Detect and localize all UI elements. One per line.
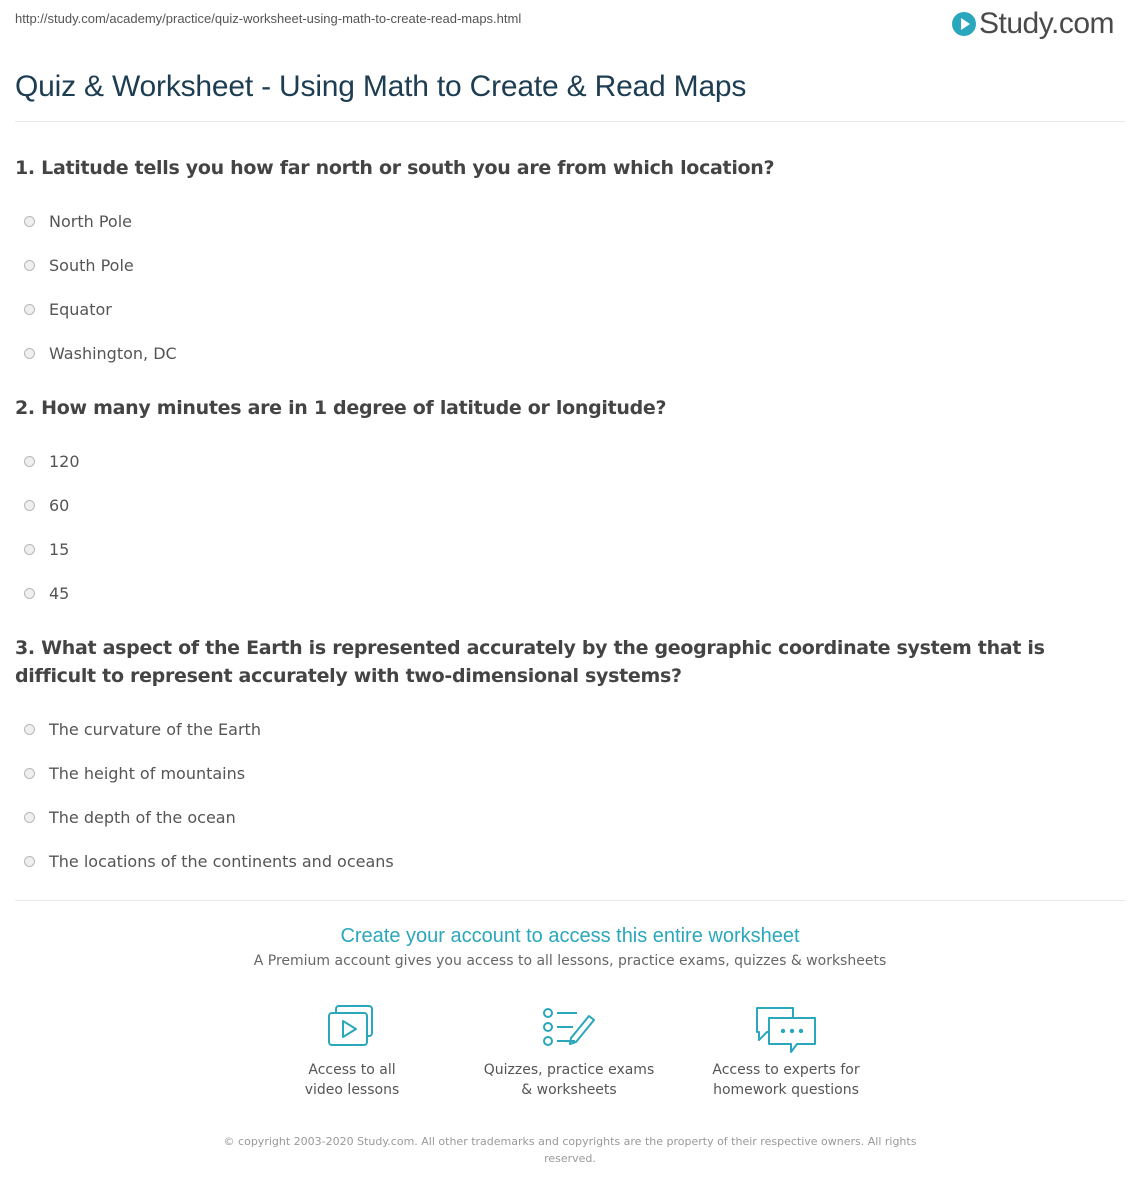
page-title: Quiz & Worksheet - Using Math to Create & Read Maps (15, 70, 747, 103)
feature-label: Access to experts for homework questions (712, 1062, 860, 1098)
cta-heading[interactable]: Create your account to access this entire worksheet (340, 925, 800, 947)
radio-button[interactable] (24, 348, 35, 359)
cta-subheading: A Premium account gives you access to all lessons, practice exams, quizzes & worksheets (253, 953, 887, 969)
answer-list (15, 202, 1115, 378)
answer-option[interactable] (15, 486, 1115, 530)
feature-video-lessons (252, 1004, 452, 1100)
radio-button[interactable] (24, 500, 35, 511)
answer-label: 45 (49, 583, 70, 603)
copyright-notice: © copyright 2003-2020 Study.com. All other trademarks and copyrights are the property of their respective owners. All rights reserved. (223, 1135, 917, 1165)
feature-quizzes (469, 1004, 669, 1100)
radio-button[interactable] (24, 768, 35, 779)
logo-text: Study.com (979, 7, 1114, 40)
quiz-checklist-icon (541, 1004, 597, 1050)
answer-list (15, 442, 1115, 618)
answer-label: The depth of the ocean (49, 807, 236, 827)
question-text: 2. How many minutes are in 1 degree of latitude or longitude? (15, 397, 667, 419)
answer-label: The height of mountains (49, 763, 246, 783)
radio-button[interactable] (24, 456, 35, 467)
radio-button[interactable] (24, 216, 35, 227)
feature-experts (686, 1004, 886, 1100)
play-circle-icon (952, 12, 976, 36)
signup-cta (0, 925, 1140, 969)
answer-option[interactable] (15, 334, 1115, 378)
divider (15, 121, 1125, 122)
answer-option[interactable] (15, 202, 1115, 246)
radio-button[interactable] (24, 812, 35, 823)
answer-option[interactable] (15, 754, 1115, 798)
answer-label: 15 (49, 539, 70, 559)
answer-option[interactable] (15, 798, 1115, 842)
answer-label: The curvature of the Earth (49, 719, 261, 739)
answer-label: North Pole (49, 211, 132, 231)
question-text: 3. What aspect of the Earth is represented accurately by the geographic coordinate system that is difficult to represent accurately with two-dimensional systems? (15, 637, 1045, 687)
answer-option[interactable] (15, 290, 1115, 334)
answer-label: Equator (49, 299, 112, 319)
answer-label: Washington, DC (49, 343, 177, 363)
answer-option[interactable] (15, 710, 1115, 754)
page-url: http://study.com/academy/practice/quiz-worksheet-using-math-to-create-read-maps.html (15, 11, 522, 26)
radio-button[interactable] (24, 260, 35, 271)
answer-label: South Pole (49, 255, 134, 275)
answer-option[interactable] (15, 442, 1115, 486)
radio-button[interactable] (24, 856, 35, 867)
feature-label: Quizzes, practice exams & worksheets (483, 1062, 655, 1098)
answer-option[interactable] (15, 842, 1115, 886)
answer-label: 120 (49, 451, 80, 471)
question-2 (15, 394, 1115, 618)
answer-label: The locations of the continents and oceans (49, 851, 394, 871)
question-1 (15, 154, 1115, 378)
radio-button[interactable] (24, 588, 35, 599)
answer-option[interactable] (15, 530, 1115, 574)
question-text: 1. Latitude tells you how far north or south you are from which location? (15, 157, 775, 179)
feature-label: Access to all video lessons (304, 1062, 400, 1098)
answer-label: 60 (49, 495, 70, 515)
video-lessons-icon (324, 1004, 380, 1050)
radio-button[interactable] (24, 544, 35, 555)
radio-button[interactable] (24, 304, 35, 315)
study-logo[interactable] (952, 6, 1114, 42)
answer-option[interactable] (15, 246, 1115, 290)
radio-button[interactable] (24, 724, 35, 735)
question-3 (15, 634, 1115, 886)
divider (15, 900, 1125, 901)
answer-option[interactable] (15, 574, 1115, 618)
answer-list (15, 710, 1115, 886)
chat-bubbles-icon (753, 1004, 819, 1054)
